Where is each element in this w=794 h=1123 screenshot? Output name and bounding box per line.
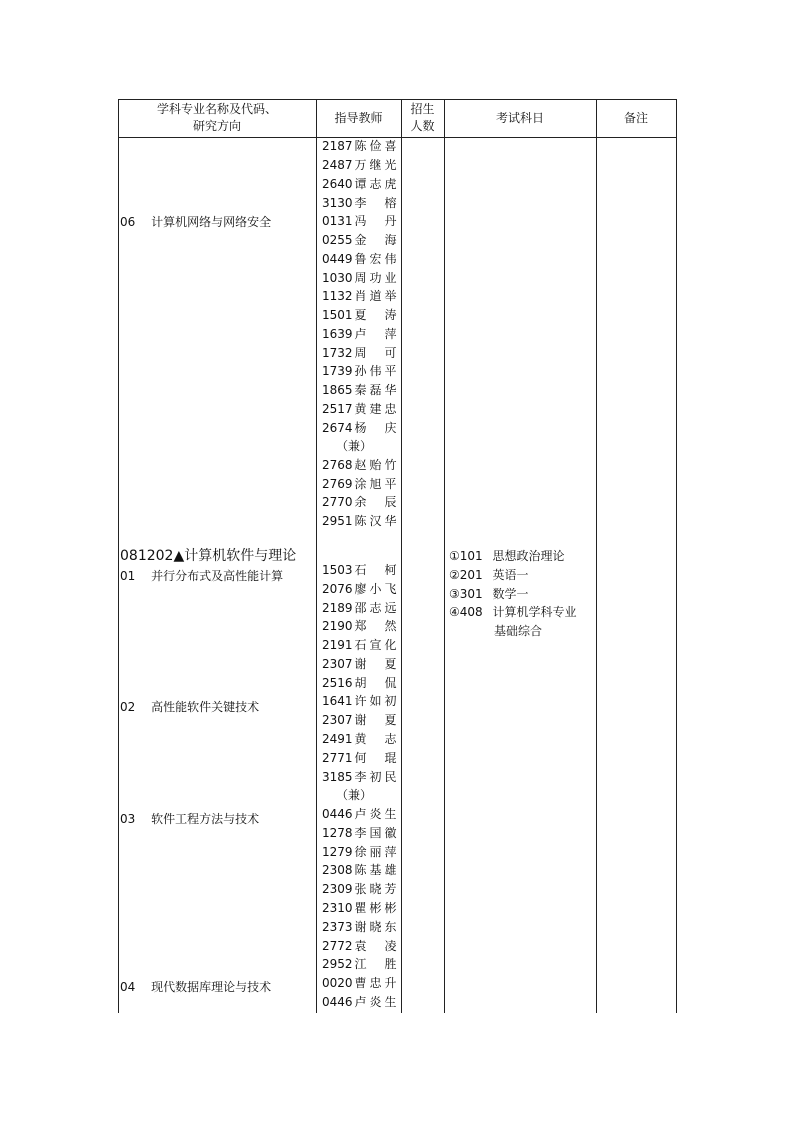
advisor-entry bbox=[322, 861, 397, 879]
advisor-name: 陈汉华 bbox=[354, 514, 397, 528]
advisor-entry bbox=[322, 456, 397, 474]
advisor-name: 张晓芳 bbox=[354, 882, 397, 896]
direction-name: 软件工程方法与技术 bbox=[151, 812, 260, 826]
advisor-id: 2307 bbox=[322, 713, 353, 727]
advisor-id: 2373 bbox=[322, 920, 353, 934]
advisor-entry bbox=[322, 711, 397, 729]
advisor-entry bbox=[322, 843, 397, 861]
advisor-entry bbox=[322, 692, 397, 710]
advisor-entry bbox=[322, 287, 397, 305]
advisor-name: 周 可 bbox=[354, 346, 397, 360]
advisor-name: 赵贻竹 bbox=[354, 458, 397, 472]
advisor-id: 0255 bbox=[322, 233, 353, 247]
table-top-border bbox=[118, 99, 676, 100]
advisor-id: 2769 bbox=[322, 477, 353, 491]
advisor-entry bbox=[322, 400, 397, 418]
advisor-entry bbox=[322, 636, 397, 654]
major-heading bbox=[120, 547, 296, 565]
advisor-name: 谢晓东 bbox=[354, 920, 397, 934]
advisor-entry bbox=[322, 212, 397, 230]
advisor-name: 谢 夏 bbox=[354, 713, 397, 727]
advisor-entry bbox=[322, 824, 397, 842]
direction-row bbox=[120, 567, 283, 585]
column-divider-4 bbox=[596, 99, 597, 1013]
advisor-name: 谢 夏 bbox=[354, 657, 397, 671]
advisor-name: 金 海 bbox=[354, 233, 397, 247]
advisor-note: （兼） bbox=[336, 439, 373, 453]
header-enrollment-line2: 人数 bbox=[410, 119, 435, 133]
advisor-name: 廖小飞 bbox=[354, 582, 397, 596]
exam-subject bbox=[449, 585, 529, 603]
advisor-entry bbox=[322, 250, 397, 268]
advisor-entry bbox=[322, 175, 397, 193]
advisor-id: 2952 bbox=[322, 957, 353, 971]
advisor-entry bbox=[322, 918, 397, 936]
advisor-name: 涂旭平 bbox=[354, 477, 397, 491]
major-marker-icon: ▲ bbox=[173, 548, 185, 564]
advisor-id: 0020 bbox=[322, 976, 353, 990]
advisor-entry bbox=[322, 955, 397, 973]
table-left-border bbox=[118, 99, 119, 1013]
direction-name: 计算机网络与网络安全 bbox=[151, 215, 272, 229]
advisor-entry bbox=[322, 561, 397, 579]
advisor-name: 周功业 bbox=[354, 271, 397, 285]
advisor-id: 1503 bbox=[322, 563, 353, 577]
advisor-entry bbox=[322, 493, 397, 511]
direction-name: 高性能软件关键技术 bbox=[151, 700, 260, 714]
advisor-entry bbox=[322, 993, 397, 1011]
direction-code: 04 bbox=[120, 980, 136, 994]
advisor-entry bbox=[322, 974, 397, 992]
direction-row bbox=[120, 213, 271, 231]
advisor-entry bbox=[322, 269, 397, 287]
advisor-name: 孙伟平 bbox=[354, 364, 397, 378]
advisor-name: 夏 涛 bbox=[354, 308, 397, 322]
advisor-entry bbox=[322, 362, 397, 380]
advisor-id: 2768 bbox=[322, 458, 353, 472]
advisor-name: 鲁宏伟 bbox=[354, 252, 397, 266]
header-enrollment-line1: 招生 bbox=[410, 102, 435, 116]
advisor-id: 2308 bbox=[322, 863, 353, 877]
direction-row bbox=[120, 810, 259, 828]
advisor-id: 0446 bbox=[322, 995, 353, 1009]
exam-mark: ② bbox=[449, 568, 460, 582]
advisor-name: 李初民 bbox=[354, 770, 397, 784]
exam-mark: ③ bbox=[449, 587, 460, 601]
advisor-name: 何 琨 bbox=[354, 751, 397, 765]
advisor-entry bbox=[322, 137, 397, 155]
advisor-id: 2189 bbox=[322, 601, 353, 615]
advisor-id: 0446 bbox=[322, 807, 353, 821]
advisor-name: 陈基雄 bbox=[354, 863, 397, 877]
advisor-id: 0131 bbox=[322, 214, 353, 228]
advisor-name: 陈俭喜 bbox=[354, 139, 397, 153]
direction-code: 06 bbox=[120, 215, 136, 229]
advisor-name: 石 柯 bbox=[354, 563, 397, 577]
advisor-name: 余 辰 bbox=[354, 495, 397, 509]
advisor-name: 许如初 bbox=[354, 694, 397, 708]
advisor-id: 1030 bbox=[322, 271, 353, 285]
advisor-entry bbox=[322, 419, 397, 437]
advisor-id: 1639 bbox=[322, 327, 353, 341]
major-code: 081202 bbox=[120, 548, 174, 564]
advisor-id: 0449 bbox=[322, 252, 353, 266]
exam-code: 101 bbox=[459, 549, 483, 563]
advisor-id: 1739 bbox=[322, 364, 353, 378]
advisor-id: 1641 bbox=[322, 694, 353, 708]
advisor-id: 2770 bbox=[322, 495, 353, 509]
advisor-name: 卢炎生 bbox=[354, 995, 397, 1009]
advisor-name: 石宣化 bbox=[354, 638, 397, 652]
exam-subject-continued: 基础综合 bbox=[494, 624, 543, 638]
advisor-name: 秦磊华 bbox=[354, 383, 397, 397]
header-bottom-border bbox=[118, 137, 676, 138]
exam-code: 408 bbox=[459, 605, 483, 619]
advisor-name: 邵志远 bbox=[354, 601, 397, 615]
advisor-entry bbox=[322, 344, 397, 362]
table-right-border bbox=[676, 99, 677, 1013]
advisor-entry bbox=[322, 768, 397, 786]
advisor-id: 2191 bbox=[322, 638, 353, 652]
advisor-id: 2307 bbox=[322, 657, 353, 671]
advisor-name: 卢 萍 bbox=[354, 327, 397, 341]
exam-name: 数学一 bbox=[492, 587, 529, 601]
exam-name: 英语一 bbox=[492, 568, 529, 582]
advisor-entry bbox=[322, 580, 397, 598]
advisor-entry bbox=[322, 156, 397, 174]
advisor-id: 2674 bbox=[322, 421, 353, 435]
header-exam-subjects: 考试科日 bbox=[495, 111, 544, 125]
exam-mark: ① bbox=[449, 549, 460, 563]
advisor-id: 2951 bbox=[322, 514, 353, 528]
direction-name: 并行分布式及高性能计算 bbox=[151, 569, 284, 583]
major-name: 计算机软件与理论 bbox=[184, 548, 297, 564]
advisor-entry bbox=[322, 617, 397, 635]
direction-code: 02 bbox=[120, 700, 136, 714]
advisor-entry bbox=[322, 231, 397, 249]
advisor-id: 1865 bbox=[322, 383, 353, 397]
advisor-entry bbox=[322, 674, 397, 692]
exam-name: 思想政治理论 bbox=[492, 549, 565, 563]
advisor-entry bbox=[322, 805, 397, 823]
advisor-entry bbox=[322, 880, 397, 898]
header-advisor: 指导教师 bbox=[334, 111, 383, 125]
advisor-id: 1732 bbox=[322, 346, 353, 360]
column-divider-3 bbox=[444, 99, 445, 1013]
header-major-line2: 研究方向 bbox=[192, 119, 241, 133]
advisor-entry bbox=[322, 194, 397, 212]
advisor-entry bbox=[322, 306, 397, 324]
advisor-id: 1278 bbox=[322, 826, 353, 840]
direction-code: 03 bbox=[120, 812, 136, 826]
direction-name: 现代数据库理论与技术 bbox=[151, 980, 272, 994]
advisor-name: 黄建忠 bbox=[354, 402, 397, 416]
advisor-name: 冯 丹 bbox=[354, 214, 397, 228]
advisor-name: 郑 然 bbox=[354, 619, 397, 633]
advisor-id: 2076 bbox=[322, 582, 353, 596]
advisor-name: 卢炎生 bbox=[354, 807, 397, 821]
exam-subject bbox=[449, 603, 577, 621]
advisor-entry bbox=[322, 381, 397, 399]
exam-code: 301 bbox=[459, 587, 483, 601]
advisor-id: 1279 bbox=[322, 845, 353, 859]
advisor-entry bbox=[322, 899, 397, 917]
advisor-name: 胡 侃 bbox=[354, 676, 397, 690]
exam-subject bbox=[449, 566, 529, 584]
advisor-name: 瞿彬彬 bbox=[354, 901, 397, 915]
advisor-entry bbox=[322, 475, 397, 493]
advisor-name: 袁 凌 bbox=[354, 939, 397, 953]
advisor-name: 杨 庆 bbox=[354, 421, 397, 435]
advisor-name: 李 榕 bbox=[354, 196, 397, 210]
advisor-id: 2640 bbox=[322, 177, 353, 191]
advisor-name: 江 胜 bbox=[354, 957, 397, 971]
advisor-entry bbox=[322, 599, 397, 617]
direction-code: 01 bbox=[120, 569, 136, 583]
column-divider-2 bbox=[401, 99, 402, 1013]
header-remarks: 备注 bbox=[623, 111, 648, 125]
column-divider-1 bbox=[316, 99, 317, 1013]
advisor-id: 2190 bbox=[322, 619, 353, 633]
advisor-note: （兼） bbox=[336, 788, 373, 802]
direction-row bbox=[120, 698, 259, 716]
advisor-entry bbox=[322, 655, 397, 673]
advisor-entry bbox=[322, 937, 397, 955]
exam-subject bbox=[449, 547, 565, 565]
advisor-name: 谭志虎 bbox=[354, 177, 397, 191]
advisor-name: 黄 志 bbox=[354, 732, 397, 746]
advisor-id: 2310 bbox=[322, 901, 353, 915]
advisor-id: 3130 bbox=[322, 196, 353, 210]
advisor-name: 肖道举 bbox=[354, 289, 397, 303]
advisor-id: 3185 bbox=[322, 770, 353, 784]
advisor-id: 2517 bbox=[322, 402, 353, 416]
advisor-id: 2516 bbox=[322, 676, 353, 690]
exam-mark: ④ bbox=[449, 605, 460, 619]
advisor-name: 徐丽萍 bbox=[354, 845, 397, 859]
header-major-line1: 学科专业名称及代码、 bbox=[156, 102, 277, 116]
direction-row bbox=[120, 978, 271, 996]
advisor-entry bbox=[322, 512, 397, 530]
advisor-name: 万继光 bbox=[354, 158, 397, 172]
advisor-entry bbox=[322, 325, 397, 343]
advisor-id: 2487 bbox=[322, 158, 353, 172]
exam-name: 计算机学科专业 bbox=[492, 605, 577, 619]
advisor-id: 2772 bbox=[322, 939, 353, 953]
advisor-id: 2187 bbox=[322, 139, 353, 153]
advisor-id: 2771 bbox=[322, 751, 353, 765]
advisor-id: 1132 bbox=[322, 289, 353, 303]
advisor-id: 2491 bbox=[322, 732, 353, 746]
advisor-id: 2309 bbox=[322, 882, 353, 896]
advisor-entry bbox=[322, 749, 397, 767]
exam-code: 201 bbox=[459, 568, 483, 582]
advisor-name: 李国徽 bbox=[354, 826, 397, 840]
advisor-entry bbox=[322, 730, 397, 748]
advisor-name: 曹忠升 bbox=[354, 976, 397, 990]
advisor-id: 1501 bbox=[322, 308, 353, 322]
